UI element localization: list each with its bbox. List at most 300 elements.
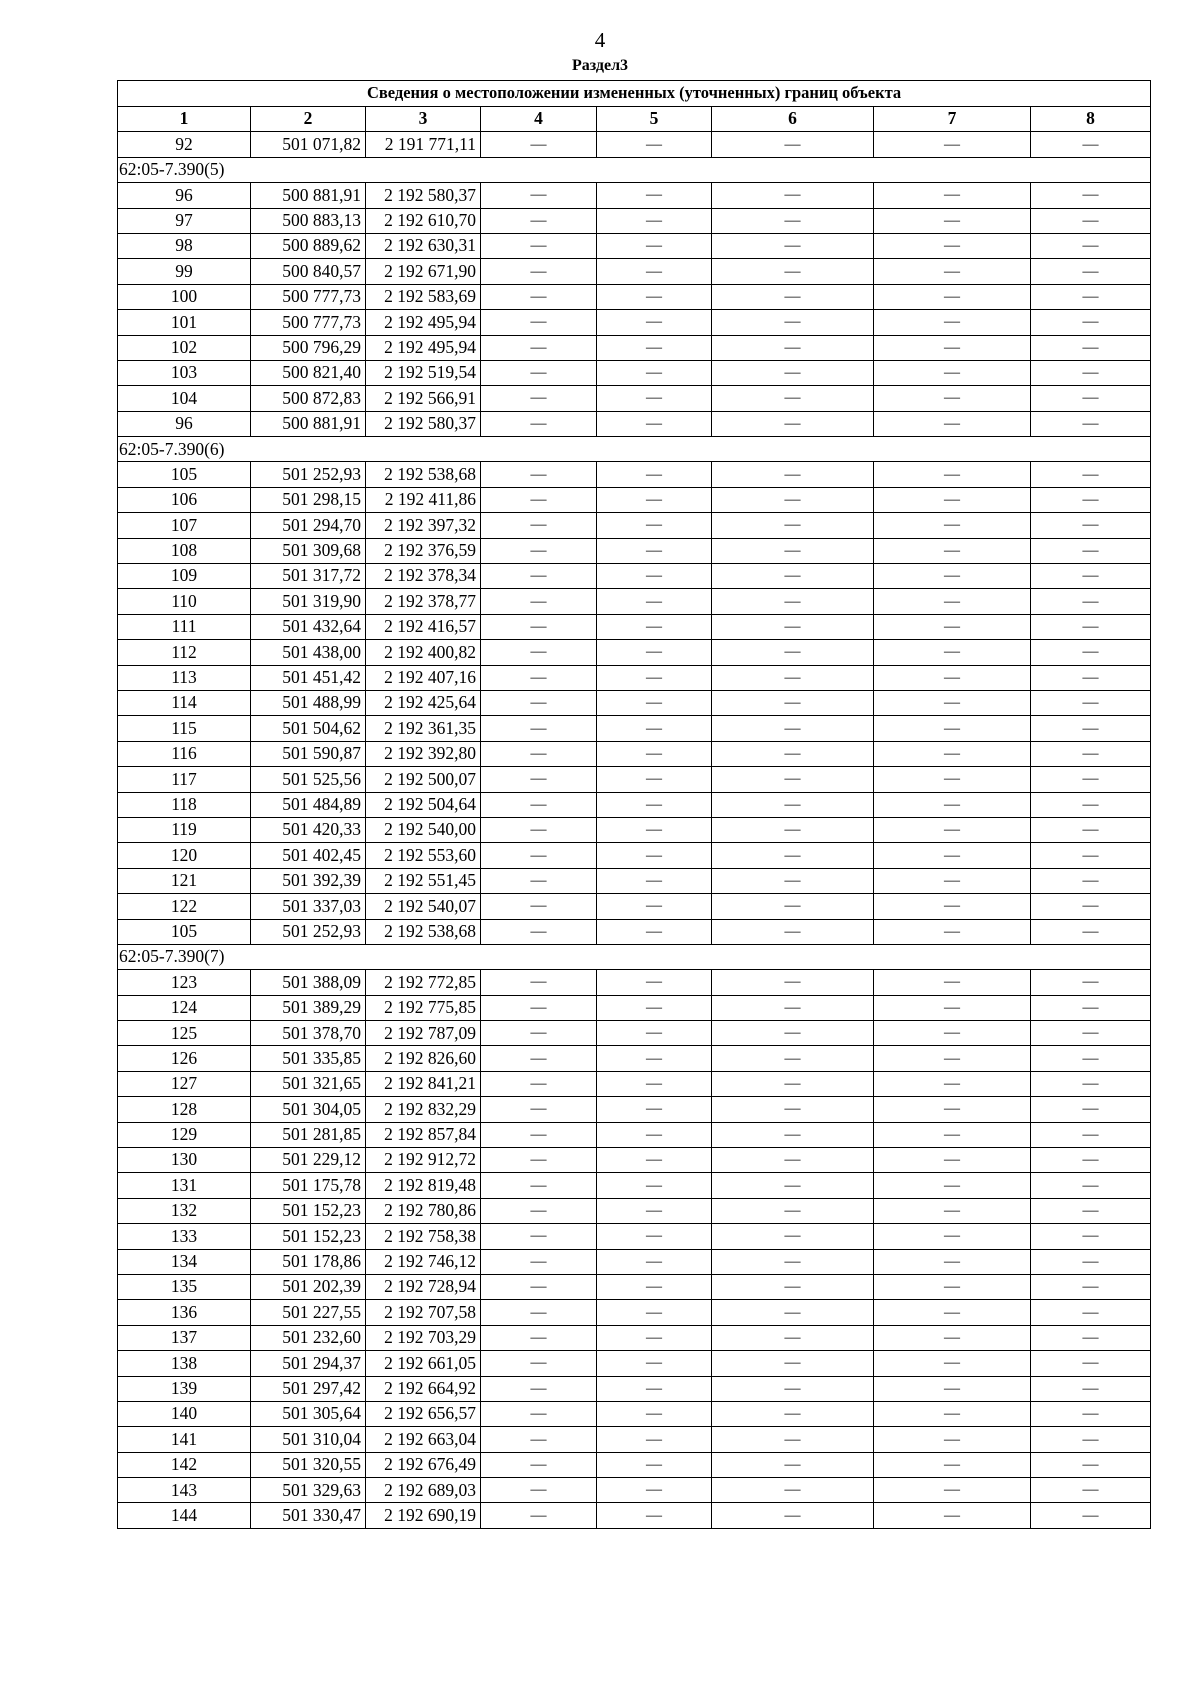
empty-value-cell: — <box>597 614 712 639</box>
y-coordinate-cell: 2 192 841,21 <box>366 1071 481 1096</box>
y-coordinate-cell: 2 192 378,77 <box>366 589 481 614</box>
point-number-cell: 139 <box>118 1376 251 1401</box>
y-coordinate-cell: 2 192 411,86 <box>366 487 481 512</box>
empty-value-cell: — <box>481 1427 597 1452</box>
empty-value-cell: — <box>1031 1401 1151 1426</box>
empty-value-cell: — <box>874 970 1031 995</box>
x-coordinate-cell: 501 294,37 <box>251 1351 366 1376</box>
empty-value-cell: — <box>481 335 597 360</box>
empty-value-cell: — <box>1031 564 1151 589</box>
empty-value-cell: — <box>712 1224 874 1249</box>
empty-value-cell: — <box>874 462 1031 487</box>
empty-value-cell: — <box>1031 335 1151 360</box>
empty-value-cell: — <box>597 132 712 157</box>
y-coordinate-cell: 2 192 500,07 <box>366 767 481 792</box>
table-caption-row <box>118 81 1151 107</box>
empty-value-cell: — <box>597 386 712 411</box>
empty-value-cell: — <box>1031 1376 1151 1401</box>
point-number-cell: 104 <box>118 386 251 411</box>
empty-value-cell: — <box>874 513 1031 538</box>
y-coordinate-cell: 2 192 566,91 <box>366 386 481 411</box>
empty-value-cell: — <box>874 183 1031 208</box>
y-coordinate-cell: 2 192 671,90 <box>366 259 481 284</box>
table-row <box>118 1274 1151 1299</box>
x-coordinate-cell: 501 488,99 <box>251 690 366 715</box>
empty-value-cell: — <box>1031 868 1151 893</box>
empty-value-cell: — <box>712 767 874 792</box>
empty-value-cell: — <box>1031 1351 1151 1376</box>
y-coordinate-cell: 2 191 771,11 <box>366 132 481 157</box>
point-number-cell: 110 <box>118 589 251 614</box>
table-row <box>118 1224 1151 1249</box>
empty-value-cell: — <box>874 1198 1031 1223</box>
empty-value-cell: — <box>1031 716 1151 741</box>
column-header: 5 <box>597 107 712 132</box>
empty-value-cell: — <box>481 1249 597 1274</box>
empty-value-cell: — <box>874 1503 1031 1528</box>
empty-value-cell: — <box>1031 690 1151 715</box>
empty-value-cell: — <box>712 614 874 639</box>
x-coordinate-cell: 500 872,83 <box>251 386 366 411</box>
empty-value-cell: — <box>1031 1122 1151 1147</box>
y-coordinate-cell: 2 192 540,07 <box>366 894 481 919</box>
empty-value-cell: — <box>712 259 874 284</box>
empty-value-cell: — <box>874 386 1031 411</box>
table-row <box>118 335 1151 360</box>
empty-value-cell: — <box>1031 259 1151 284</box>
empty-value-cell: — <box>481 259 597 284</box>
table-row <box>118 259 1151 284</box>
x-coordinate-cell: 501 388,09 <box>251 970 366 995</box>
table-row <box>118 792 1151 817</box>
point-number-cell: 126 <box>118 1046 251 1071</box>
empty-value-cell: — <box>481 589 597 614</box>
empty-value-cell: — <box>481 233 597 258</box>
point-number-cell: 125 <box>118 1021 251 1046</box>
y-coordinate-cell: 2 192 553,60 <box>366 843 481 868</box>
empty-value-cell: — <box>481 792 597 817</box>
empty-value-cell: — <box>712 1351 874 1376</box>
empty-value-cell: — <box>712 1021 874 1046</box>
empty-value-cell: — <box>1031 1046 1151 1071</box>
x-coordinate-cell: 501 305,64 <box>251 1401 366 1426</box>
empty-value-cell: — <box>712 995 874 1020</box>
empty-value-cell: — <box>712 1173 874 1198</box>
empty-value-cell: — <box>481 1046 597 1071</box>
point-number-cell: 131 <box>118 1173 251 1198</box>
empty-value-cell: — <box>1031 538 1151 563</box>
empty-value-cell: — <box>597 259 712 284</box>
empty-value-cell: — <box>712 1097 874 1122</box>
x-coordinate-cell: 500 881,91 <box>251 411 366 436</box>
empty-value-cell: — <box>712 1452 874 1477</box>
empty-value-cell: — <box>481 1274 597 1299</box>
empty-value-cell: — <box>874 132 1031 157</box>
empty-value-cell: — <box>597 767 712 792</box>
empty-value-cell: — <box>712 462 874 487</box>
empty-value-cell: — <box>712 894 874 919</box>
y-coordinate-cell: 2 192 703,29 <box>366 1325 481 1350</box>
point-number-cell: 112 <box>118 640 251 665</box>
empty-value-cell: — <box>597 1325 712 1350</box>
y-coordinate-cell: 2 192 416,57 <box>366 614 481 639</box>
empty-value-cell: — <box>1031 233 1151 258</box>
empty-value-cell: — <box>1031 1224 1151 1249</box>
empty-value-cell: — <box>1031 1300 1151 1325</box>
group-row <box>118 944 1151 969</box>
y-coordinate-cell: 2 192 580,37 <box>366 411 481 436</box>
empty-value-cell: — <box>874 1122 1031 1147</box>
empty-value-cell: — <box>481 690 597 715</box>
empty-value-cell: — <box>597 360 712 385</box>
x-coordinate-cell: 501 281,85 <box>251 1122 366 1147</box>
empty-value-cell: — <box>1031 487 1151 512</box>
x-coordinate-cell: 500 840,57 <box>251 259 366 284</box>
point-number-cell: 111 <box>118 614 251 639</box>
empty-value-cell: — <box>481 1097 597 1122</box>
empty-value-cell: — <box>874 894 1031 919</box>
y-coordinate-cell: 2 192 912,72 <box>366 1148 481 1173</box>
y-coordinate-cell: 2 192 676,49 <box>366 1452 481 1477</box>
empty-value-cell: — <box>597 183 712 208</box>
y-coordinate-cell: 2 192 772,85 <box>366 970 481 995</box>
empty-value-cell: — <box>481 1452 597 1477</box>
empty-value-cell: — <box>874 310 1031 335</box>
empty-value-cell: — <box>874 868 1031 893</box>
empty-value-cell: — <box>874 1173 1031 1198</box>
empty-value-cell: — <box>481 208 597 233</box>
table-row <box>118 970 1151 995</box>
empty-value-cell: — <box>481 1300 597 1325</box>
empty-value-cell: — <box>597 1148 712 1173</box>
empty-value-cell: — <box>597 665 712 690</box>
empty-value-cell: — <box>874 360 1031 385</box>
table-row <box>118 894 1151 919</box>
empty-value-cell: — <box>597 284 712 309</box>
x-coordinate-cell: 500 881,91 <box>251 183 366 208</box>
table-row <box>118 1071 1151 1096</box>
empty-value-cell: — <box>712 843 874 868</box>
point-number-cell: 100 <box>118 284 251 309</box>
empty-value-cell: — <box>874 1097 1031 1122</box>
point-number-cell: 128 <box>118 1097 251 1122</box>
empty-value-cell: — <box>597 919 712 944</box>
empty-value-cell: — <box>1031 767 1151 792</box>
y-coordinate-cell: 2 192 707,58 <box>366 1300 481 1325</box>
column-header: 2 <box>251 107 366 132</box>
point-number-cell: 143 <box>118 1478 251 1503</box>
x-coordinate-cell: 501 071,82 <box>251 132 366 157</box>
empty-value-cell: — <box>874 259 1031 284</box>
point-number-cell: 135 <box>118 1274 251 1299</box>
x-coordinate-cell: 500 821,40 <box>251 360 366 385</box>
empty-value-cell: — <box>481 970 597 995</box>
point-number-cell: 127 <box>118 1071 251 1096</box>
point-number-cell: 117 <box>118 767 251 792</box>
empty-value-cell: — <box>874 1224 1031 1249</box>
y-coordinate-cell: 2 192 690,19 <box>366 1503 481 1528</box>
empty-value-cell: — <box>874 1021 1031 1046</box>
empty-value-cell: — <box>481 741 597 766</box>
table-row <box>118 183 1151 208</box>
point-number-cell: 121 <box>118 868 251 893</box>
y-coordinate-cell: 2 192 661,05 <box>366 1351 481 1376</box>
x-coordinate-cell: 501 304,05 <box>251 1097 366 1122</box>
empty-value-cell: — <box>712 284 874 309</box>
point-number-cell: 101 <box>118 310 251 335</box>
y-coordinate-cell: 2 192 728,94 <box>366 1274 481 1299</box>
table-row <box>118 1021 1151 1046</box>
empty-value-cell: — <box>712 868 874 893</box>
empty-value-cell: — <box>481 1122 597 1147</box>
empty-value-cell: — <box>597 487 712 512</box>
y-coordinate-cell: 2 192 583,69 <box>366 284 481 309</box>
empty-value-cell: — <box>874 1452 1031 1477</box>
y-coordinate-cell: 2 192 663,04 <box>366 1427 481 1452</box>
table-row <box>118 995 1151 1020</box>
x-coordinate-cell: 501 335,85 <box>251 1046 366 1071</box>
y-coordinate-cell: 2 192 832,29 <box>366 1097 481 1122</box>
point-number-cell: 102 <box>118 335 251 360</box>
empty-value-cell: — <box>597 233 712 258</box>
y-coordinate-cell: 2 192 689,03 <box>366 1478 481 1503</box>
empty-value-cell: — <box>1031 1097 1151 1122</box>
empty-value-cell: — <box>1031 970 1151 995</box>
table-row <box>118 411 1151 436</box>
empty-value-cell: — <box>597 1401 712 1426</box>
empty-value-cell: — <box>874 538 1031 563</box>
x-coordinate-cell: 500 889,62 <box>251 233 366 258</box>
empty-value-cell: — <box>481 640 597 665</box>
point-number-cell: 96 <box>118 411 251 436</box>
y-coordinate-cell: 2 192 746,12 <box>366 1249 481 1274</box>
empty-value-cell: — <box>1031 843 1151 868</box>
x-coordinate-cell: 501 330,47 <box>251 1503 366 1528</box>
empty-value-cell: — <box>712 208 874 233</box>
empty-value-cell: — <box>874 1148 1031 1173</box>
point-number-cell: 113 <box>118 665 251 690</box>
x-coordinate-cell: 501 178,86 <box>251 1249 366 1274</box>
empty-value-cell: — <box>481 513 597 538</box>
x-coordinate-cell: 501 294,70 <box>251 513 366 538</box>
empty-value-cell: — <box>1031 1274 1151 1299</box>
empty-value-cell: — <box>481 716 597 741</box>
empty-value-cell: — <box>1031 614 1151 639</box>
column-header: 7 <box>874 107 1031 132</box>
empty-value-cell: — <box>481 843 597 868</box>
y-coordinate-cell: 2 192 610,70 <box>366 208 481 233</box>
empty-value-cell: — <box>597 716 712 741</box>
empty-value-cell: — <box>597 335 712 360</box>
empty-value-cell: — <box>481 995 597 1020</box>
table-caption: Сведения о местоположении измененных (уточненных) границ объекта <box>118 81 1151 107</box>
empty-value-cell: — <box>481 386 597 411</box>
column-header: 8 <box>1031 107 1151 132</box>
table-row <box>118 1046 1151 1071</box>
point-number-cell: 105 <box>118 462 251 487</box>
empty-value-cell: — <box>874 1325 1031 1350</box>
empty-value-cell: — <box>481 767 597 792</box>
table-row <box>118 462 1151 487</box>
empty-value-cell: — <box>874 995 1031 1020</box>
empty-value-cell: — <box>874 1071 1031 1096</box>
table-row <box>118 1097 1151 1122</box>
empty-value-cell: — <box>712 1198 874 1223</box>
empty-value-cell: — <box>874 564 1031 589</box>
table-row <box>118 716 1151 741</box>
empty-value-cell: — <box>712 310 874 335</box>
empty-value-cell: — <box>712 1325 874 1350</box>
empty-value-cell: — <box>597 462 712 487</box>
empty-value-cell: — <box>1031 919 1151 944</box>
empty-value-cell: — <box>1031 640 1151 665</box>
empty-value-cell: — <box>481 665 597 690</box>
x-coordinate-cell: 501 152,23 <box>251 1198 366 1223</box>
empty-value-cell: — <box>481 1173 597 1198</box>
empty-value-cell: — <box>597 843 712 868</box>
table-row <box>118 640 1151 665</box>
empty-value-cell: — <box>481 1224 597 1249</box>
table-row <box>118 868 1151 893</box>
table-row <box>118 767 1151 792</box>
empty-value-cell: — <box>481 614 597 639</box>
point-number-cell: 107 <box>118 513 251 538</box>
point-number-cell: 109 <box>118 564 251 589</box>
group-label: 62:05-7.390(6) <box>118 437 1151 462</box>
empty-value-cell: — <box>712 589 874 614</box>
empty-value-cell: — <box>712 1376 874 1401</box>
point-number-cell: 96 <box>118 183 251 208</box>
table-row <box>118 284 1151 309</box>
y-coordinate-cell: 2 192 540,00 <box>366 817 481 842</box>
empty-value-cell: — <box>712 1478 874 1503</box>
table-row <box>118 1427 1151 1452</box>
table-row <box>118 513 1151 538</box>
empty-value-cell: — <box>712 1148 874 1173</box>
empty-value-cell: — <box>1031 360 1151 385</box>
empty-value-cell: — <box>874 640 1031 665</box>
table-row <box>118 132 1151 157</box>
y-coordinate-cell: 2 192 664,92 <box>366 1376 481 1401</box>
empty-value-cell: — <box>712 716 874 741</box>
empty-value-cell: — <box>597 1427 712 1452</box>
table-row <box>118 1249 1151 1274</box>
empty-value-cell: — <box>597 817 712 842</box>
y-coordinate-cell: 2 192 656,57 <box>366 1401 481 1426</box>
x-coordinate-cell: 501 420,33 <box>251 817 366 842</box>
point-number-cell: 114 <box>118 690 251 715</box>
y-coordinate-cell: 2 192 826,60 <box>366 1046 481 1071</box>
y-coordinate-cell: 2 192 630,31 <box>366 233 481 258</box>
point-number-cell: 134 <box>118 1249 251 1274</box>
empty-value-cell: — <box>597 1224 712 1249</box>
empty-value-cell: — <box>481 1071 597 1096</box>
empty-value-cell: — <box>481 868 597 893</box>
y-coordinate-cell: 2 192 407,16 <box>366 665 481 690</box>
x-coordinate-cell: 501 319,90 <box>251 589 366 614</box>
table-row <box>118 589 1151 614</box>
table-row <box>118 1452 1151 1477</box>
x-coordinate-cell: 501 320,55 <box>251 1452 366 1477</box>
empty-value-cell: — <box>597 1300 712 1325</box>
empty-value-cell: — <box>712 1300 874 1325</box>
empty-value-cell: — <box>597 310 712 335</box>
empty-value-cell: — <box>712 741 874 766</box>
empty-value-cell: — <box>597 1021 712 1046</box>
empty-value-cell: — <box>597 1249 712 1274</box>
y-coordinate-cell: 2 192 819,48 <box>366 1173 481 1198</box>
column-header: 6 <box>712 107 874 132</box>
empty-value-cell: — <box>712 1122 874 1147</box>
empty-value-cell: — <box>597 208 712 233</box>
x-coordinate-cell: 501 402,45 <box>251 843 366 868</box>
empty-value-cell: — <box>874 233 1031 258</box>
empty-value-cell: — <box>597 1274 712 1299</box>
group-row <box>118 157 1151 182</box>
empty-value-cell: — <box>597 538 712 563</box>
empty-value-cell: — <box>874 1376 1031 1401</box>
x-coordinate-cell: 501 297,42 <box>251 1376 366 1401</box>
empty-value-cell: — <box>712 1046 874 1071</box>
x-coordinate-cell: 501 309,68 <box>251 538 366 563</box>
group-row <box>118 437 1151 462</box>
empty-value-cell: — <box>481 487 597 512</box>
empty-value-cell: — <box>712 792 874 817</box>
table-row <box>118 360 1151 385</box>
empty-value-cell: — <box>874 1478 1031 1503</box>
empty-value-cell: — <box>1031 1021 1151 1046</box>
empty-value-cell: — <box>1031 1427 1151 1452</box>
point-number-cell: 116 <box>118 741 251 766</box>
point-number-cell: 120 <box>118 843 251 868</box>
point-number-cell: 92 <box>118 132 251 157</box>
empty-value-cell: — <box>481 411 597 436</box>
empty-value-cell: — <box>874 843 1031 868</box>
empty-value-cell: — <box>481 1503 597 1528</box>
table-row <box>118 665 1151 690</box>
y-coordinate-cell: 2 192 361,35 <box>366 716 481 741</box>
point-number-cell: 137 <box>118 1325 251 1350</box>
empty-value-cell: — <box>597 690 712 715</box>
table-row <box>118 538 1151 563</box>
point-number-cell: 130 <box>118 1148 251 1173</box>
empty-value-cell: — <box>481 1021 597 1046</box>
point-number-cell: 97 <box>118 208 251 233</box>
empty-value-cell: — <box>481 1148 597 1173</box>
point-number-cell: 103 <box>118 360 251 385</box>
table-row <box>118 690 1151 715</box>
empty-value-cell: — <box>874 792 1031 817</box>
point-number-cell: 115 <box>118 716 251 741</box>
y-coordinate-cell: 2 192 425,64 <box>366 690 481 715</box>
empty-value-cell: — <box>712 970 874 995</box>
table-row <box>118 1351 1151 1376</box>
point-number-cell: 105 <box>118 919 251 944</box>
column-header: 1 <box>118 107 251 132</box>
empty-value-cell: — <box>1031 1173 1151 1198</box>
x-coordinate-cell: 501 590,87 <box>251 741 366 766</box>
x-coordinate-cell: 500 777,73 <box>251 284 366 309</box>
y-coordinate-cell: 2 192 378,34 <box>366 564 481 589</box>
x-coordinate-cell: 501 438,00 <box>251 640 366 665</box>
table-row <box>118 741 1151 766</box>
empty-value-cell: — <box>481 1198 597 1223</box>
empty-value-cell: — <box>712 132 874 157</box>
point-number-cell: 106 <box>118 487 251 512</box>
y-coordinate-cell: 2 192 397,32 <box>366 513 481 538</box>
empty-value-cell: — <box>1031 513 1151 538</box>
x-coordinate-cell: 501 317,72 <box>251 564 366 589</box>
